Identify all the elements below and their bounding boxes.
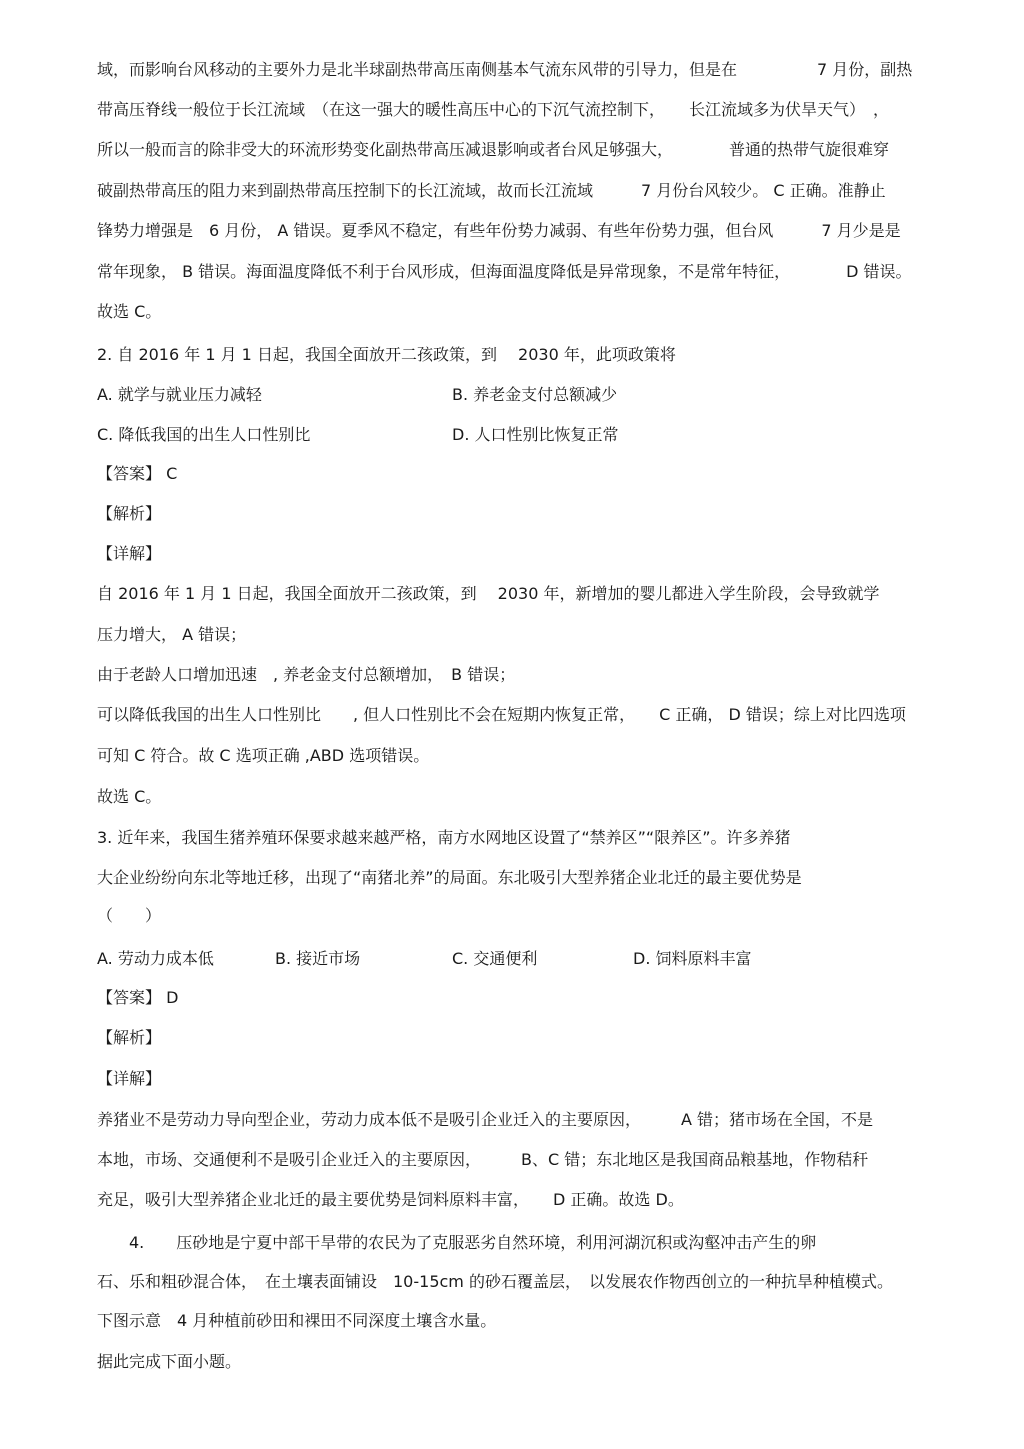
q2-option-b: B. 养老金支付总额减少 (452, 385, 618, 404)
q2-detail-line-2: 压力增大， A 错误； (97, 625, 247, 644)
q4-stem-line-4: 据此完成下面小题。 (97, 1352, 242, 1371)
q2-option-d: D. 人口性别比恢复正常 (452, 425, 619, 444)
q3-answer: 【答案】 D (97, 988, 179, 1007)
q2-option-c: C. 降低我国的出生人口性别比 (97, 425, 311, 444)
q2-option-a: A. 就学与就业压力减轻 (97, 385, 262, 404)
q1-text-line-6: 常年现象， B 错误。海面温度降低不利于台风形成，但海面温度降低是异常现象，不是常年特征， D 错误。 (97, 262, 912, 281)
q1-text-line-2: 带高压脊线一般位于长江流域 （在这一强大的暖性高压中心的下沉气流控制下， 长江流域多为伏旱天气） ， (97, 100, 890, 119)
q4-stem-line-3: 下图示意 4 月种植前砂田和裸田不同深度土壤含水量。 (97, 1311, 497, 1330)
q3-detail-heading: 【详解】 (97, 1069, 162, 1088)
q4-stem-line-2: 石、乐和粗砂混合体， 在土壤表面铺设 10-15cm 的砂石覆盖层， 以发展农作物西创立的一种抗旱种植模式。 (97, 1272, 893, 1291)
q2-analysis-heading: 【解析】 (97, 504, 162, 523)
q2-answer: 【答案】 C (97, 464, 178, 483)
q1-conclusion: 故选 C。 (97, 302, 162, 321)
q1-text-line-4: 破副热带高压的阻力来到副热带高压控制下的长江流域，故而长江流域 7 月份台风较少。 C 正确。准静止 (97, 181, 886, 200)
q3-stem-line-2: 大企业纷纷向东北等地迁移，出现了“南猪北养”的局面。东北吸引大型养猪企业北迁的最主要优势是 (97, 868, 802, 887)
q2-detail-heading: 【详解】 (97, 544, 162, 563)
q3-option-d: D. 饲料原料丰富 (633, 949, 752, 968)
q1-text-line-1: 域，而影响台风移动的主要外力是北半球副热带高压南侧基本气流东风带的引导力，但是在 7 月份，副热 (97, 60, 913, 79)
q3-option-c: C. 交通便利 (452, 949, 538, 968)
q3-detail-line-3: 充足，吸引大型养猪企业北迁的最主要优势是饲料原料丰富， D 正确。故选 D。 (97, 1190, 684, 1209)
q3-option-a: A. 劳动力成本低 (97, 949, 214, 968)
q2-detail-line-3: 由于老龄人口增加迅速 , 养老金支付总额增加， B 错误； (97, 665, 516, 684)
q3-blank-parens: （ ） (97, 906, 162, 925)
q3-detail-line-1: 养猪业不是劳动力导向型企业，劳动力成本低不是吸引企业迁入的主要原因， A 错；猪市场在全国，不是 (97, 1110, 874, 1129)
q3-option-b: B. 接近市场 (275, 949, 361, 968)
q2-detail-line-4: 可以降低我国的出生人口性别比 , 但人口性别比不会在短期内恢复正常， C 正确， D 错误；综上对比四选项 (97, 705, 906, 724)
q3-detail-line-2: 本地，市场、交通便利不是吸引企业迁入的主要原因， B、C 错；东北地区是我国商品粮基地，作物秸秆 (97, 1150, 869, 1169)
q4-stem-line-1: 4. 压砂地是宁夏中部干旱带的农民为了克服恶劣自然环境，利用河湖沉积或沟壑冲击产生的卵 (97, 1233, 817, 1252)
q2-detail-line-5: 可知 C 符合。故 C 选项正确 ,ABD 选项错误。 (97, 746, 430, 765)
q1-text-line-5: 锋势力增强是 6 月份， A 错误。夏季风不稳定，有些年份势力减弱、有些年份势力强，但台风 7 月少是是 (97, 221, 901, 240)
q2-detail-line-1: 自 2016 年 1 月 1 日起，我国全面放开二孩政策，到 2030 年，新增加的婴儿都进入学生阶段，会导致就学 (97, 584, 880, 603)
q3-stem-line-1: 3. 近年来，我国生猪养殖环保要求越来越严格，南方水网地区设置了“禁养区”“限养区”。许多养猪 (97, 828, 791, 847)
q1-text-line-3: 所以一般而言的除非受大的环流形势变化副热带高压减退影响或者台风足够强大， 普通的热带气旋很难穿 (97, 140, 890, 159)
q2-conclusion: 故选 C。 (97, 787, 162, 806)
q3-analysis-heading: 【解析】 (97, 1028, 162, 1047)
q2-stem: 2. 自 2016 年 1 月 1 日起，我国全面放开二孩政策，到 2030 年，此项政策将 (97, 345, 676, 364)
